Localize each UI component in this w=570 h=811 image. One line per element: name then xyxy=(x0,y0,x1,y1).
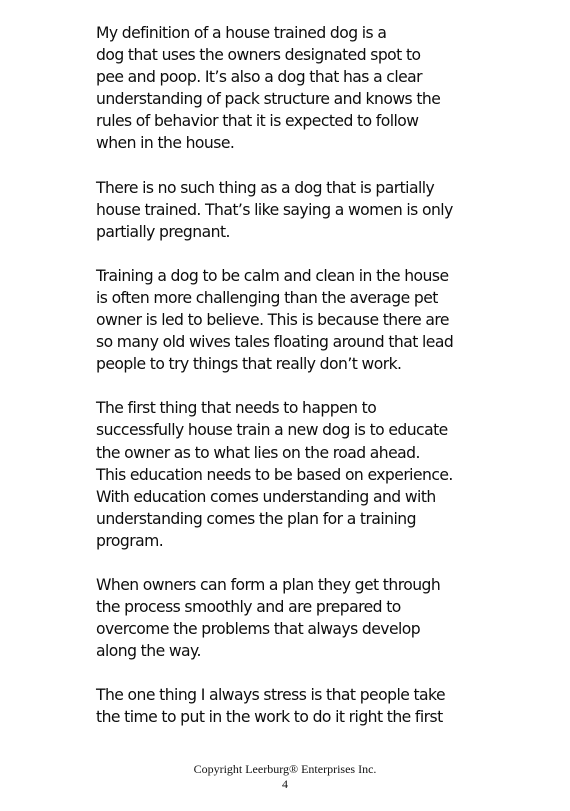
text-line: When owners can form a plan they get through xyxy=(96,575,441,594)
text-line: people to try things that really don’t work. xyxy=(96,355,402,374)
text-line: Training a dog to be calm and clean in the house xyxy=(96,266,449,285)
text-line: program. xyxy=(96,531,164,550)
text-line: the process smoothly and are prepared to xyxy=(96,598,401,617)
text-line: is often more challenging than the average pet xyxy=(96,288,438,307)
text-line: rules of behavior that it is expected to follow xyxy=(96,112,419,131)
text-line: house trained. That’s like saying a women is only xyxy=(96,200,453,219)
text-line: There is no such thing as a dog that is partially xyxy=(96,178,435,197)
text-line: understanding of pack structure and knows the xyxy=(96,90,441,109)
text-line: so many old wives tales floating around that lead xyxy=(96,333,454,352)
paragraph-challenging xyxy=(96,265,486,375)
paragraph-partially-trained xyxy=(96,177,486,243)
text-line: The first thing that needs to happen to xyxy=(96,399,377,418)
page-footer xyxy=(0,762,570,791)
text-line: My definition of a house trained dog is a xyxy=(96,24,387,42)
paragraph-education xyxy=(96,397,486,552)
text-line: the owner as to what lies on the road ahead. xyxy=(96,443,420,462)
text-line: along the way. xyxy=(96,642,201,661)
text-line: owner is led to believe. This is because there are xyxy=(96,311,449,330)
paragraph-definition xyxy=(96,22,486,155)
text-line: The one thing I always stress is that people take xyxy=(96,686,446,705)
paragraph-plan xyxy=(96,574,486,662)
copyright-notice: Copyright Leerburg® Enterprises Inc. xyxy=(193,762,377,776)
text-line: when in the house. xyxy=(96,134,235,153)
text-line: pee and poop. It’s also a dog that has a clear xyxy=(96,68,423,87)
text-line: successfully house train a new dog is to educate xyxy=(96,421,448,440)
text-line: understanding comes the plan for a training xyxy=(96,509,416,528)
text-line: With education comes understanding and with xyxy=(96,487,436,506)
page-body xyxy=(96,22,486,751)
text-line: partially pregnant. xyxy=(96,222,230,241)
text-line: the time to put in the work to do it right the first xyxy=(96,708,443,727)
page-number: 4 xyxy=(282,776,288,791)
paragraph-stress xyxy=(96,684,486,728)
text-line: dog that uses the owners designated spot to xyxy=(96,46,421,65)
text-line: This education needs to be based on experience. xyxy=(96,465,453,484)
text-line: overcome the problems that always develop xyxy=(96,620,421,639)
